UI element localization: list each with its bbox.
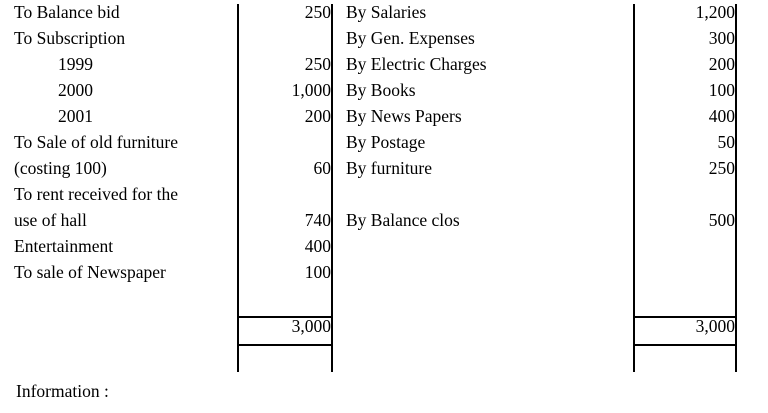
column-gap (332, 345, 346, 372)
cr-particular: By Postage (346, 132, 426, 152)
dr-amount: 250 (238, 56, 332, 82)
dr-particular: 2001 (58, 106, 93, 126)
cr-particular: By News Papers (346, 106, 462, 126)
column-gap (332, 290, 346, 317)
table-row (14, 30, 736, 56)
cr-amount: 250 (634, 160, 736, 186)
dr-particular (14, 290, 238, 317)
cr-amount: 100 (634, 82, 736, 108)
column-gap (332, 4, 346, 30)
cr-total-amount: 3,000 (634, 317, 736, 345)
table-row (14, 186, 736, 212)
dr-particular: To Subscription (14, 28, 126, 48)
column-gap (332, 317, 346, 345)
dr-particular: Entertainment (14, 236, 114, 256)
dr-total-amount: 3,000 (238, 317, 332, 345)
totals-row (14, 317, 736, 345)
dr-particular: To sale of Newspaper (14, 262, 166, 282)
cr-particular (346, 264, 634, 290)
dr-particular: To Balance bid (14, 2, 120, 22)
column-gap (332, 264, 346, 290)
dr-amount: 740 (238, 212, 332, 238)
tail-cr-amount (634, 345, 736, 372)
table-row-tail (14, 345, 736, 372)
cr-amount (634, 238, 736, 264)
dr-particular: use of hall (14, 210, 87, 230)
column-gap (332, 160, 346, 186)
column-gap (332, 134, 346, 160)
tail-dr-amount (238, 345, 332, 372)
cr-particular (346, 186, 634, 212)
tail-cr-particular (346, 345, 634, 372)
cr-amount: 1,200 (634, 4, 736, 30)
cr-particular: By Books (346, 80, 416, 100)
dr-particular: 2000 (58, 80, 93, 100)
cr-amount: 400 (634, 108, 736, 134)
cr-particular: By Balance clos (346, 210, 460, 230)
dr-particular: 1999 (58, 54, 93, 74)
cr-amount (634, 186, 736, 212)
cr-particular (346, 290, 634, 317)
column-gap (332, 108, 346, 134)
column-gap (332, 238, 346, 264)
table-row (14, 238, 736, 264)
column-gap (332, 82, 346, 108)
dr-amount: 1,000 (238, 82, 332, 108)
column-gap (332, 212, 346, 238)
dr-amount (238, 134, 332, 160)
cr-particular: By Electric Charges (346, 54, 487, 74)
dr-amount (238, 186, 332, 212)
tail-dr-particular (14, 345, 238, 372)
column-gap (332, 56, 346, 82)
cr-amount: 200 (634, 56, 736, 82)
cr-amount: 500 (634, 212, 736, 238)
cr-particular: By furniture (346, 158, 433, 178)
totals-dr-label (14, 317, 238, 345)
table-row (14, 160, 736, 186)
cr-particular: By Gen. Expenses (346, 28, 475, 48)
dr-amount: 200 (238, 108, 332, 134)
dr-particular: To Sale of old furniture (14, 132, 179, 152)
table-row (14, 134, 736, 160)
dr-amount: 60 (238, 160, 332, 186)
dr-amount (238, 290, 332, 317)
ledger-table (14, 4, 737, 372)
table-row-spacer (14, 290, 736, 317)
column-gap (332, 30, 346, 56)
ledger-body (14, 4, 736, 372)
table-row (14, 108, 736, 134)
table-row (14, 264, 736, 290)
dr-particular: (costing 100) (14, 158, 107, 178)
dr-amount: 250 (238, 4, 332, 30)
cr-particular (346, 238, 634, 264)
cr-amount: 50 (634, 134, 736, 160)
totals-cr-label (346, 317, 634, 345)
cr-particular: By Salaries (346, 2, 427, 22)
cr-amount (634, 290, 736, 317)
dr-amount: 100 (238, 264, 332, 290)
footer-note: Information : (16, 381, 109, 401)
cr-amount (634, 264, 736, 290)
column-gap (332, 186, 346, 212)
cr-amount: 300 (634, 30, 736, 56)
table-row (14, 56, 736, 82)
table-row (14, 82, 736, 108)
dr-particular: To rent received for the (14, 184, 178, 204)
dr-amount: 400 (238, 238, 332, 264)
table-row (14, 212, 736, 238)
dr-amount (238, 30, 332, 56)
table-row (14, 4, 736, 30)
